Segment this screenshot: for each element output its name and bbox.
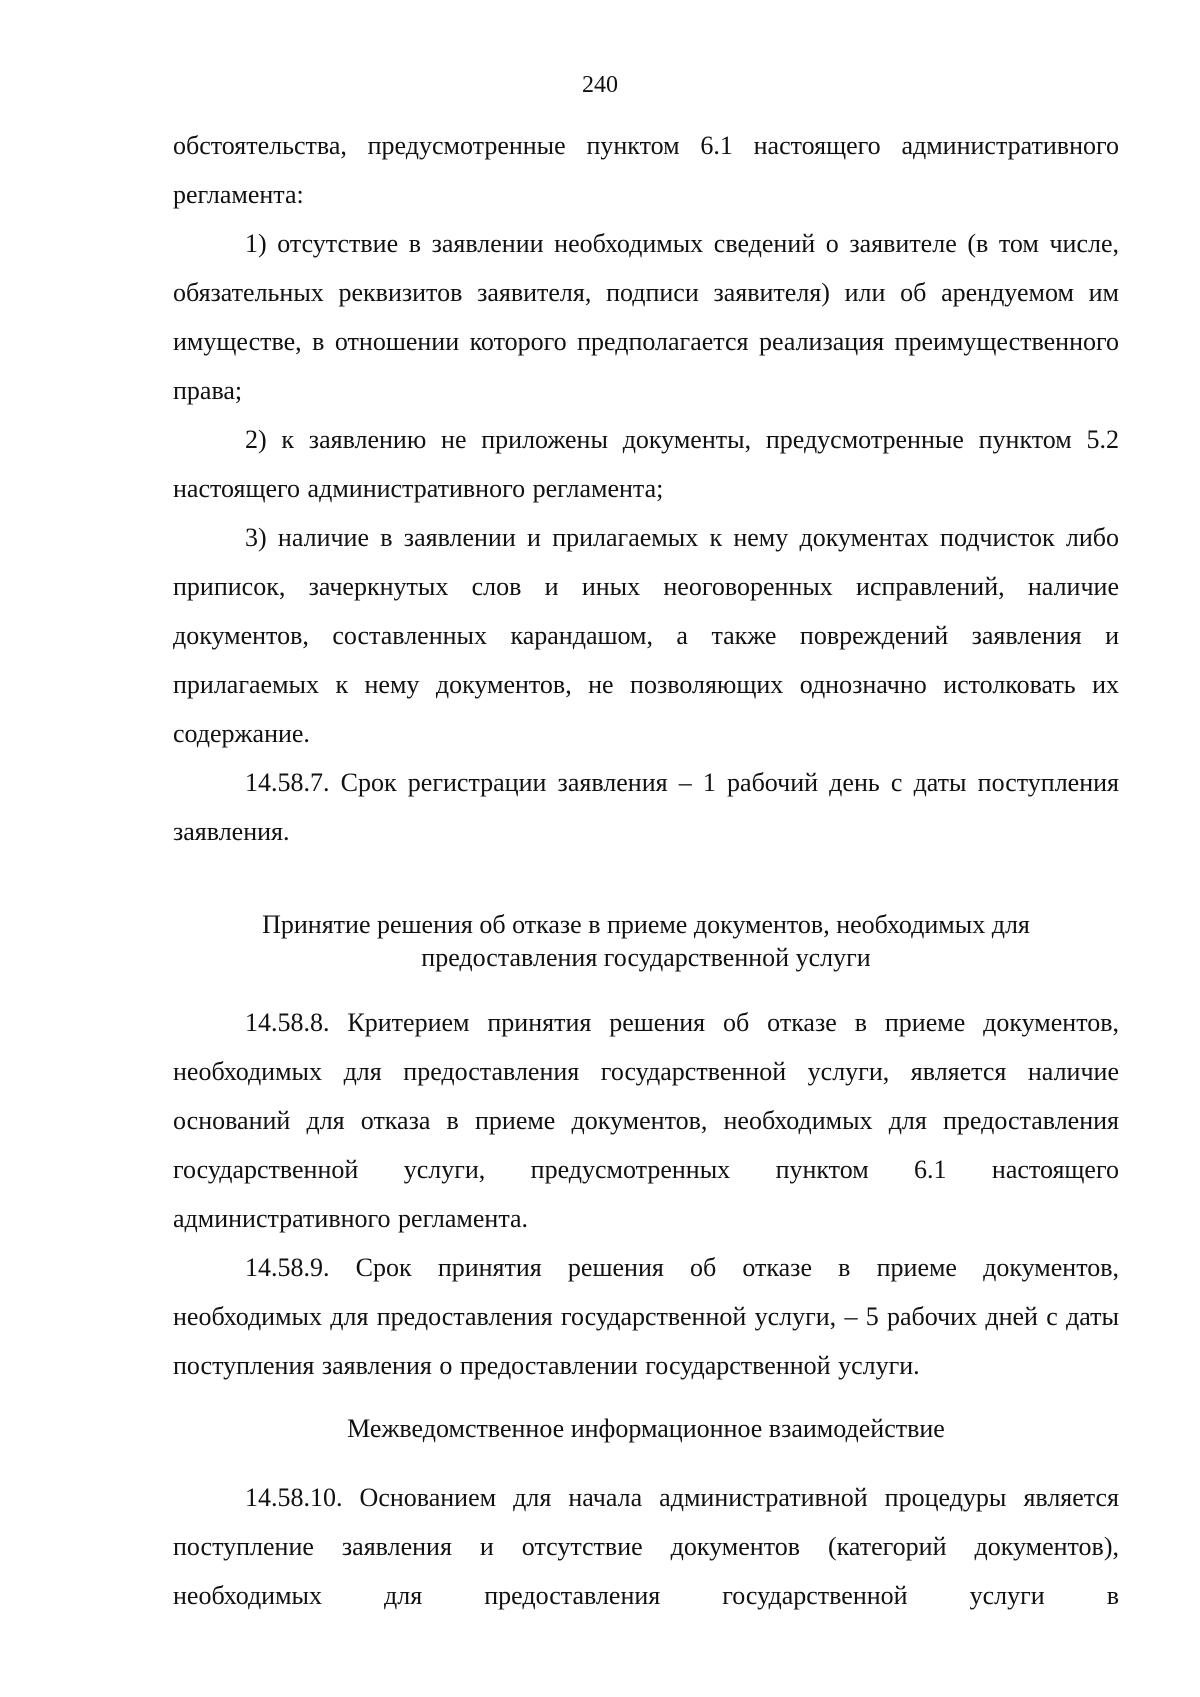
paragraph-continuation: обстоятельства, предусмотренные пунктом 6.1 настоящего административного регламента: — [173, 131, 1119, 209]
clause-14-58-10: 14.58.10. Основанием для начала административной процедуры является поступление заявления и отсутствие документов (категорий документов), необходимых для предоставления государственной услуги в — [173, 1483, 1119, 1610]
page-number: 240 — [582, 72, 618, 98]
list-item-1: 1) отсутствие в заявлении необходимых сведений о заявителе (в том числе, обязательных реквизитов заявителя, подписи заявителя) или об арендуемом им имуществе, в отношении которого предполагается реализация преимущественного права; — [173, 229, 1119, 405]
spacer — [173, 1390, 1119, 1412]
section-heading-2: Межведомственное информационное взаимодействие — [347, 1414, 945, 1443]
list-item-3: 3) наличие в заявлении и прилагаемых к нему документах подчисток либо приписок, зачеркнутых слов и иных неоговоренных исправлений, наличие документов, составленных карандашом, а также повреждений заявления и прилагаемых к нему документов, не позволяющих однозначно истолковать их содержание. — [173, 523, 1119, 748]
clause-14-58-8: 14.58.8. Критерием принятия решения об отказе в приеме документов, необходимых для предоставления государственной услуги, является наличие оснований для отказа в приеме документов, необходимых для предоставления государственной услуги, предусмотренных пунктом 6.1 настоящего административного регламента. — [173, 1008, 1119, 1233]
document-body — [173, 121, 1119, 1620]
clause-14-58-9: 14.58.9. Срок принятия решения об отказе в приеме документов, необходимых для предоставления государственной услуги, – 5 рабочих дней с даты поступления заявления о предоставлении государственной услуги. — [173, 1253, 1119, 1380]
spacer — [173, 1445, 1119, 1473]
list-item-2: 2) к заявлению не приложены документы, предусмотренные пунктом 5.2 настоящего административного регламента; — [173, 425, 1119, 503]
spacer — [173, 856, 1119, 908]
section-heading-1-line-1: Принятие решения об отказе в приеме документов, необходимых для — [262, 910, 1030, 939]
clause-14-58-7: 14.58.7. Срок регистрации заявления – 1 рабочий день с даты поступления заявления. — [173, 768, 1119, 846]
spacer — [173, 974, 1119, 998]
section-heading-1-line-2: предоставления государственной услуги — [421, 943, 871, 972]
